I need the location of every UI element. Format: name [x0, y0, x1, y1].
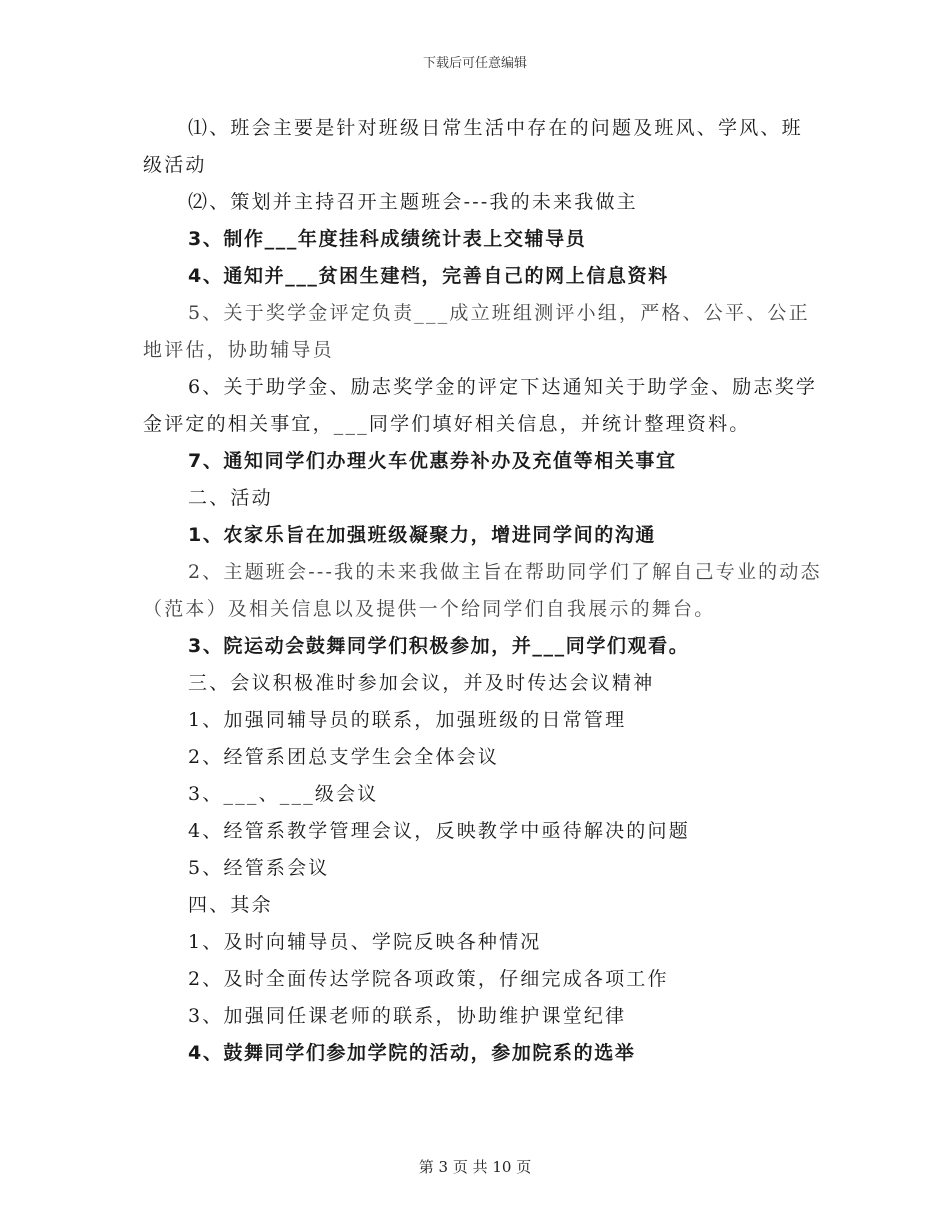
paragraph-9: 1、农家乐旨在加强班级凝聚力，增进同学间的沟通: [188, 524, 657, 546]
paragraph-22: 4、鼓舞同学们参加学院的活动，参加院系的选举: [188, 1042, 636, 1064]
paragraph-6: 6、关于助学金、励志奖学金的评定下达通知关于助学金、励志奖学金评定的相关事宜，___同学们填好相关信息，并统计整理资料。: [143, 376, 818, 435]
section-heading-activities: 二、活动: [188, 487, 273, 509]
paragraph-11: 3、院运动会鼓舞同学们积极参加，并___同学们观看。: [188, 635, 690, 657]
paragraph-17: 5、经管系会议: [188, 857, 330, 879]
paragraph-5: 5、关于奖学金评定负责___成立班组测评小组，严格、公平、公正地评估，协助辅导员: [143, 302, 810, 361]
paragraph-13: 1、加强同辅导员的联系，加强班级的日常管理: [188, 709, 627, 731]
paragraph-4: 4、通知并___贫困生建档，完善自己的网上信息资料: [188, 265, 669, 287]
paragraph-20: 2、及时全面传达学院各项政策，仔细完成各项工作: [188, 968, 669, 990]
paragraph-21: 3、加强同任课老师的联系，协助维护课堂纪律: [188, 1005, 627, 1027]
paragraph-1: ⑴、班会主要是针对班级日常生活中存在的问题及班风、学风、班级活动: [143, 117, 803, 176]
page-header-note: 下载后可任意编辑: [422, 56, 527, 71]
paragraph-3: 3、制作___年度挂科成绩统计表上交辅导员: [188, 228, 587, 250]
paragraph-15: 3、___、___级会议: [188, 783, 379, 805]
document-body: [143, 110, 823, 1072]
section-heading-meetings: 三、会议积极准时参加会议，并及时传达会议精神: [188, 672, 655, 694]
paragraph-2: ⑵、策划并主持召开主题班会---我的未来我做主: [188, 191, 638, 213]
page-number: 第 3 页 共 10 页: [418, 1158, 532, 1176]
paragraph-19: 1、及时向辅导员、学院反映各种情况: [188, 931, 542, 953]
paragraph-16: 4、经管系教学管理会议，反映教学中亟待解决的问题: [188, 820, 690, 842]
paragraph-7: 7、通知同学们办理火车优惠券补办及充值等相关事宜: [188, 450, 677, 472]
paragraph-14: 2、经管系团总支学生会全体会议: [188, 746, 500, 768]
paragraph-10: 2、主题班会---我的未来我做主旨在帮助同学们了解自己专业的动态（范本）及相关信息以及提供一个给同学们自我展示的舞台。: [143, 561, 822, 620]
section-heading-other: 四、其余: [188, 894, 273, 916]
